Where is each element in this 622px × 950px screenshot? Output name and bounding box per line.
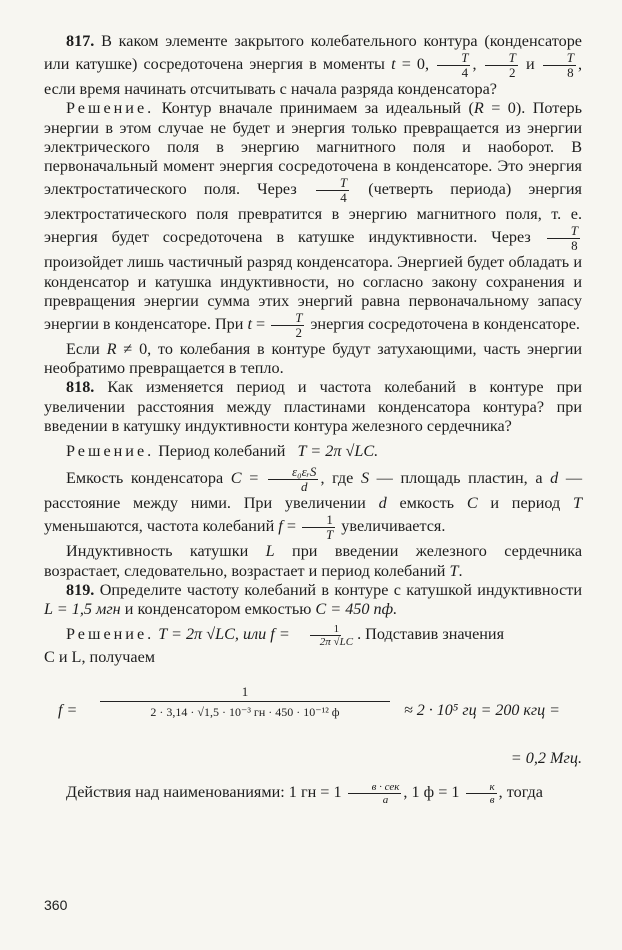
problem-817-note: Если R ≠ 0, то колебания в контуре будут затухающими, часть энергии необратимо превращается в тепло. xyxy=(44,340,583,378)
problem-818-capacity: Емкость конденсатора C = ε₀εᵣS d , где S — площадь пластин, а d — расстояние между ними. При увеличении d емкость C и период T уменьшаются, частота колебаний f = $\frac{1}{T}$ увеличивается. xyxy=(44,464,583,543)
problem-number: 819. xyxy=(66,580,95,599)
problem-number: 818. xyxy=(66,378,95,397)
solution-label: Решение. xyxy=(66,99,155,118)
problem-number: 817. xyxy=(66,32,95,50)
page-number: 360 xyxy=(44,897,68,913)
fraction: $\frac{1}{2\pi √LC}$ xyxy=(296,623,355,648)
problem-819-line2: C и L, получаем xyxy=(44,648,156,667)
problem-817-solution: Решение. Контур вначале принимаем за идеальный (R = 0). Потерь энергии в этом случае не будет и энергия только превращается из энергии электрического поля в энергию магнитного поля и наоборот. В первоначальный момент энергия сосредоточена в конденсаторе. Это энергия электростатического поля. Через $\frac{T}{4}$ (четверть периода) энергия электростатического поля превратится в энергию магнитного поля, т. е. энергия будет сосредоточена в катушке индуктивности. Через $\frac{T}{8}$ произойдет лишь частичный разряд конденсатора. Энергией будет обладать и конденсатор и катушка индуктивности, но согласно закону сохранения и превращения энергии сумма этих энергий равна первоначальному запасу энергии в конденсаторе. При t = $\frac{T}{2}$ энергия сосредоточена в конденсаторе. xyxy=(44,99,583,341)
fraction: $\frac{T}{2}$ xyxy=(271,311,304,340)
fraction: $\frac{T}{8}$ xyxy=(547,224,580,253)
problem-817-question: 817. В каком элементе закрытого колебательного контура (конденсаторе или катушке) сосредоточена энергия в моменты t = 0, $\frac{T}{4}$ , $\frac{T}{2}$ и $\frac{T}{8}$ , если время начинать отсчитывать с начала разряда конденсатора? xyxy=(44,32,583,99)
units-line: Действия над наименованиями: 1 гн = 1 в · сек а , 1 ф = 1 к в , тогда xyxy=(66,780,543,806)
fraction: $\frac{T}{2}$ xyxy=(485,51,518,80)
fraction: $\frac{T}{4}$ xyxy=(437,51,470,80)
fraction: $\frac{T}{8}$ xyxy=(543,51,576,80)
fraction: $\frac{1}{T}$ xyxy=(302,513,335,542)
fraction: $\frac{T}{4}$ xyxy=(316,176,349,205)
problem-818-solution: Решение. Период колебаний T = 2π √LC. xyxy=(66,442,379,461)
problem-819-question: 819. Определите частоту колебаний в контуре с катушкой индуктивности L = 1,5 мгн и конденсатором емкостью C = 450 пф. xyxy=(44,580,583,619)
formula: T = 2π √LC. xyxy=(297,442,379,461)
problem-818-inductance: Индуктивность катушки L при введении железного сердечника возрастает, следовательно, возрастает и период колебаний T. xyxy=(44,542,583,580)
page-body xyxy=(44,32,582,806)
solution-label: Решение. xyxy=(66,625,155,644)
fraction: ε₀εᵣS d xyxy=(268,465,318,494)
formula: T = 2π √LC, или f = xyxy=(158,625,290,644)
fraction: в · сек а xyxy=(348,781,402,806)
problem-818-question: 818. Как изменяется период и частота колебаний в контуре при увеличении расстояния между пластинами конденсатора контура? при введении в катушку индуктивности контура железного сердечника? xyxy=(44,378,582,435)
formula-result: = 0,2 Мгц. xyxy=(510,749,582,768)
big-fraction: 1 2 · 3,14 · √1,5 · 10⁻³ гн · 450 · 10⁻¹² ф xyxy=(100,683,390,722)
fraction: к в xyxy=(466,781,497,806)
problem-819-solution: Решение. T = 2π √LC, или f = $\frac{1}{2\pi √LC}$ . Подставив значения xyxy=(66,623,505,649)
solution-label: Решение. xyxy=(66,442,155,461)
main-formula: f = 1 2 · 3,14 · √1,5 · 10⁻³ гн · 450 · 10⁻¹² ф ≈ 2 · 10⁵ гц = 200 кгц = xyxy=(44,681,582,743)
